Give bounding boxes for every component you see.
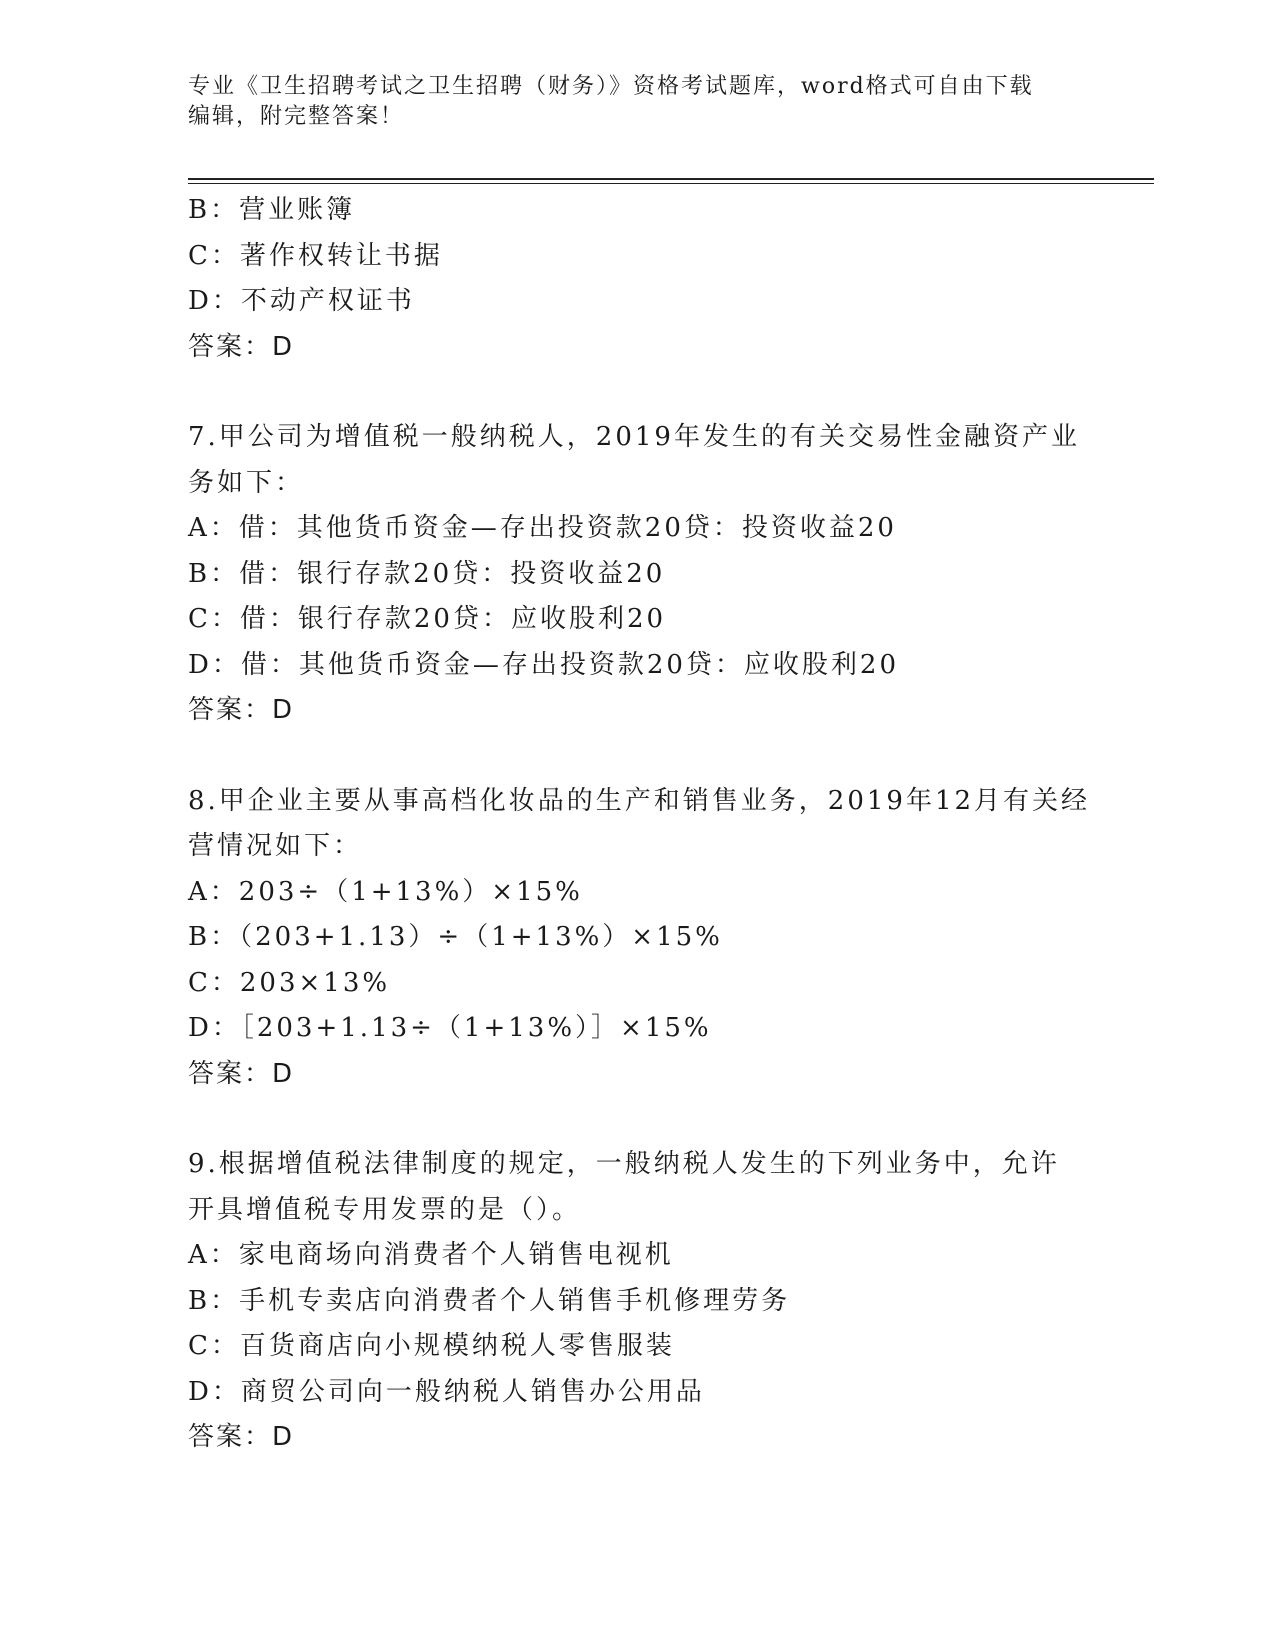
question-text-line-2: 营情况如下： xyxy=(188,831,363,861)
question-text-line-2: 开具增值税专用发票的是（）。 xyxy=(188,1194,582,1225)
option-b: B：（203+1.13）÷（1+13%）×15% xyxy=(188,922,723,952)
option-c: C：借：银行存款20贷：应收股利20 xyxy=(188,604,667,634)
option-d: D：商贸公司向一般纳税人销售办公用品 xyxy=(188,1376,705,1407)
question-6-continuation xyxy=(188,188,1118,370)
option-c: C：203×13% xyxy=(188,967,391,998)
answer: 答案：D xyxy=(188,695,295,725)
question-text-line-1: 8.甲企业主要从事高档化妆品的生产和销售业务，2019年12月有关经 xyxy=(188,785,1091,816)
option-b: B：手机专卖店向消费者个人销售手机修理劳务 xyxy=(188,1285,791,1316)
header-line-2: 编辑，附完整答案！ xyxy=(188,104,405,129)
answer: 答案：D xyxy=(188,1058,295,1089)
header-line-1: 专业《卫生招聘考试之卫生招聘（财务）》资格考试题库，word格式可自由下载 xyxy=(188,74,1034,99)
question-text-line-1: 7.甲公司为增值税一般纳税人，2019年发生的有关交易性金融资产业 xyxy=(188,422,1080,452)
option-a: A：借：其他货币资金—存出投资款20贷：投资收益20 xyxy=(188,513,897,543)
answer: 答案：D xyxy=(188,1422,295,1452)
option-c: C：著作权转让书据 xyxy=(188,240,443,271)
option-a: A：家电商场向消费者个人销售电视机 xyxy=(188,1240,674,1270)
option-a: A：203÷（1+13%）×15% xyxy=(188,876,583,907)
question-list xyxy=(188,188,1118,1461)
question-9 xyxy=(188,1142,1118,1461)
question-text-line-1: 9.根据增值税法律制度的规定，一般纳税人发生的下列业务中，允许 xyxy=(188,1149,1060,1179)
answer: 答案：D xyxy=(188,331,295,362)
question-8 xyxy=(188,779,1118,1098)
spacer xyxy=(188,734,1118,779)
option-d: D：借：其他货币资金—存出投资款20贷：应收股利20 xyxy=(188,649,900,680)
option-c: C：百货商店向小规模纳税人零售服装 xyxy=(188,1331,675,1361)
option-d: D：［203+1.13÷（1+13%）］×15% xyxy=(188,1013,712,1043)
spacer xyxy=(188,370,1118,415)
question-text-line-2: 务如下： xyxy=(188,467,305,498)
header-divider-thin xyxy=(188,183,1154,184)
option-b: B：借：银行存款20贷：投资收益20 xyxy=(188,558,666,589)
document-header xyxy=(188,72,1088,132)
spacer xyxy=(188,1097,1118,1142)
option-d: D：不动产权证书 xyxy=(188,286,415,316)
header-divider-thick xyxy=(188,178,1154,180)
question-7 xyxy=(188,415,1118,734)
option-b: B：营业账簿 xyxy=(188,195,356,225)
